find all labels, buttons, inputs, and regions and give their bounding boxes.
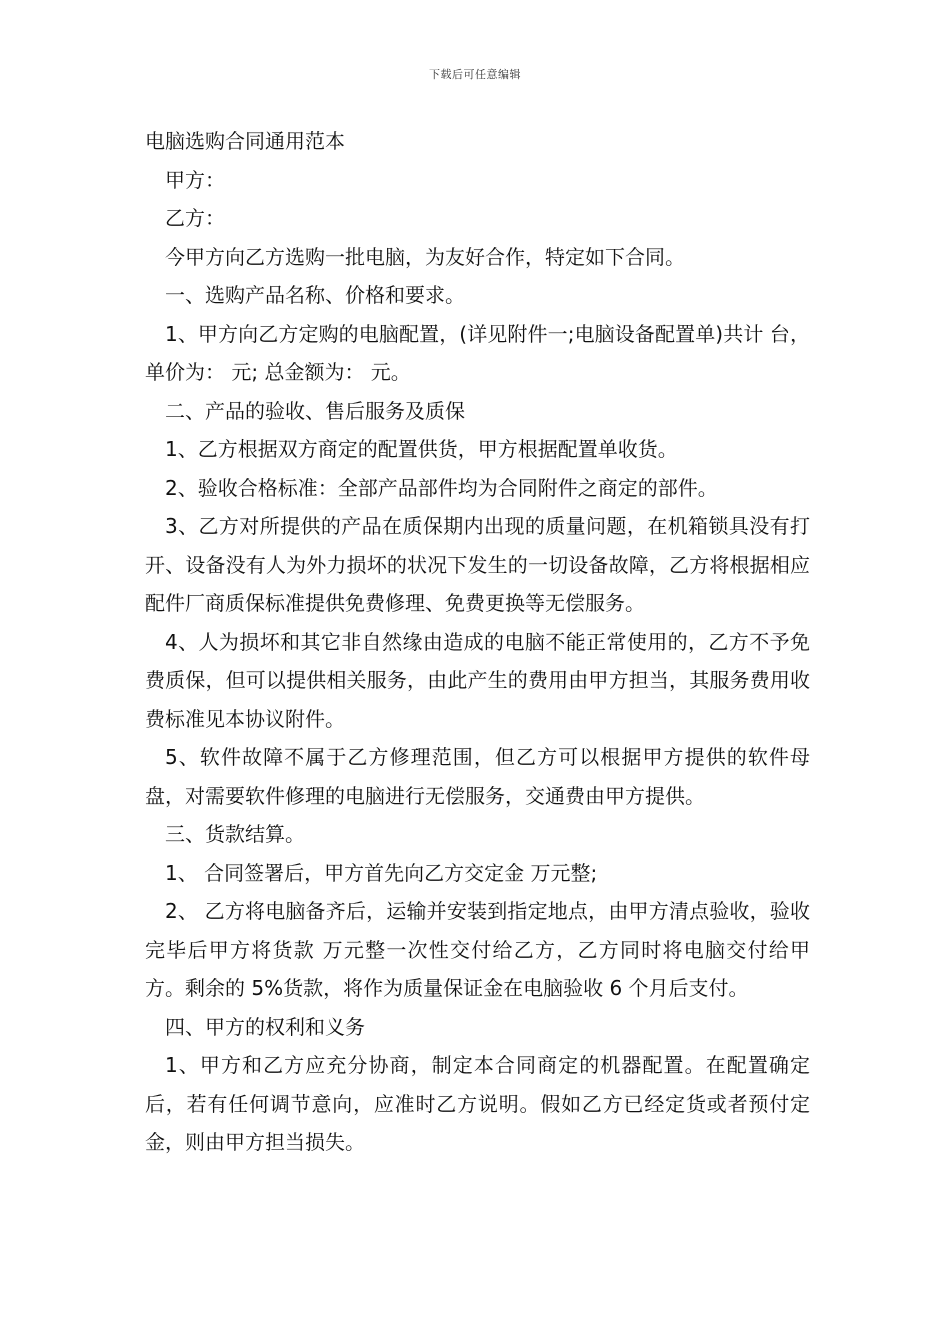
section-heading-1: 一、选购产品名称、价格和要求。	[165, 283, 465, 307]
clause-paragraph: 1、 合同签署后，甲方首先向乙方交定金 万元整;	[165, 860, 598, 885]
header-note: 下载后可任意编辑	[429, 68, 521, 81]
clause-paragraph: 1、甲方向乙方定购的电脑配置，(详见附件一;电脑设备配置单)共计 台，单价为： 元; 总金额为： 元。	[145, 321, 810, 384]
preamble-paragraph: 今甲方向乙方选购一批电脑，为友好合作，特定如下合同。	[165, 244, 685, 269]
document-body	[145, 122, 810, 1162]
party-b-line: 乙方：	[165, 206, 225, 230]
party-a-line: 甲方：	[165, 167, 225, 192]
clause-paragraph: 2、 乙方将电脑备齐后，运输并安装到指定地点，由甲方清点验收，验收完毕后甲方将货款 万元整一次性交付给乙方，乙方同时将电脑交付给甲方。剩余的 5%货款，将作为质量保证金在电脑验收 6 个月后支付。	[145, 899, 810, 1000]
clause-paragraph: 3、乙方对所提供的产品在质保期内出现的质量问题，在机箱锁具没有打开、设备没有人为外力损坏的状况下发生的一切设备故障，乙方将根据相应配件厂商质保标准提供免费修理、免费更换等无偿服务。	[145, 514, 810, 615]
clause-paragraph: 2、验收合格标准：全部产品部件均为合同附件之商定的部件。	[165, 475, 718, 500]
section-heading-2: 二、产品的验收、售后服务及质保	[165, 398, 465, 423]
clause-paragraph: 1、甲方和乙方应充分协商，制定本合同商定的机器配置。在配置确定后，若有任何调节意向，应准时乙方说明。假如乙方已经定货或者预付定金，则由甲方担当损失。	[145, 1053, 810, 1154]
section-heading-3: 三、货款结算。	[165, 822, 305, 846]
document-title: 电脑选购合同通用范本	[145, 129, 345, 153]
clause-paragraph: 4、人为损坏和其它非自然缘由造成的电脑不能正常使用的，乙方不予免费质保，但可以提供相关服务，由此产生的费用由甲方担当，其服务费用收费标准见本协议附件。	[145, 629, 810, 731]
section-heading-4: 四、甲方的权利和义务	[165, 1014, 365, 1039]
clause-paragraph: 5、软件故障不属于乙方修理范围，但乙方可以根据甲方提供的软件母盘，对需要软件修理的电脑进行无偿服务，交通费由甲方提供。	[145, 745, 810, 808]
clause-paragraph: 1、乙方根据双方商定的配置供货，甲方根据配置单收货。	[165, 437, 678, 461]
